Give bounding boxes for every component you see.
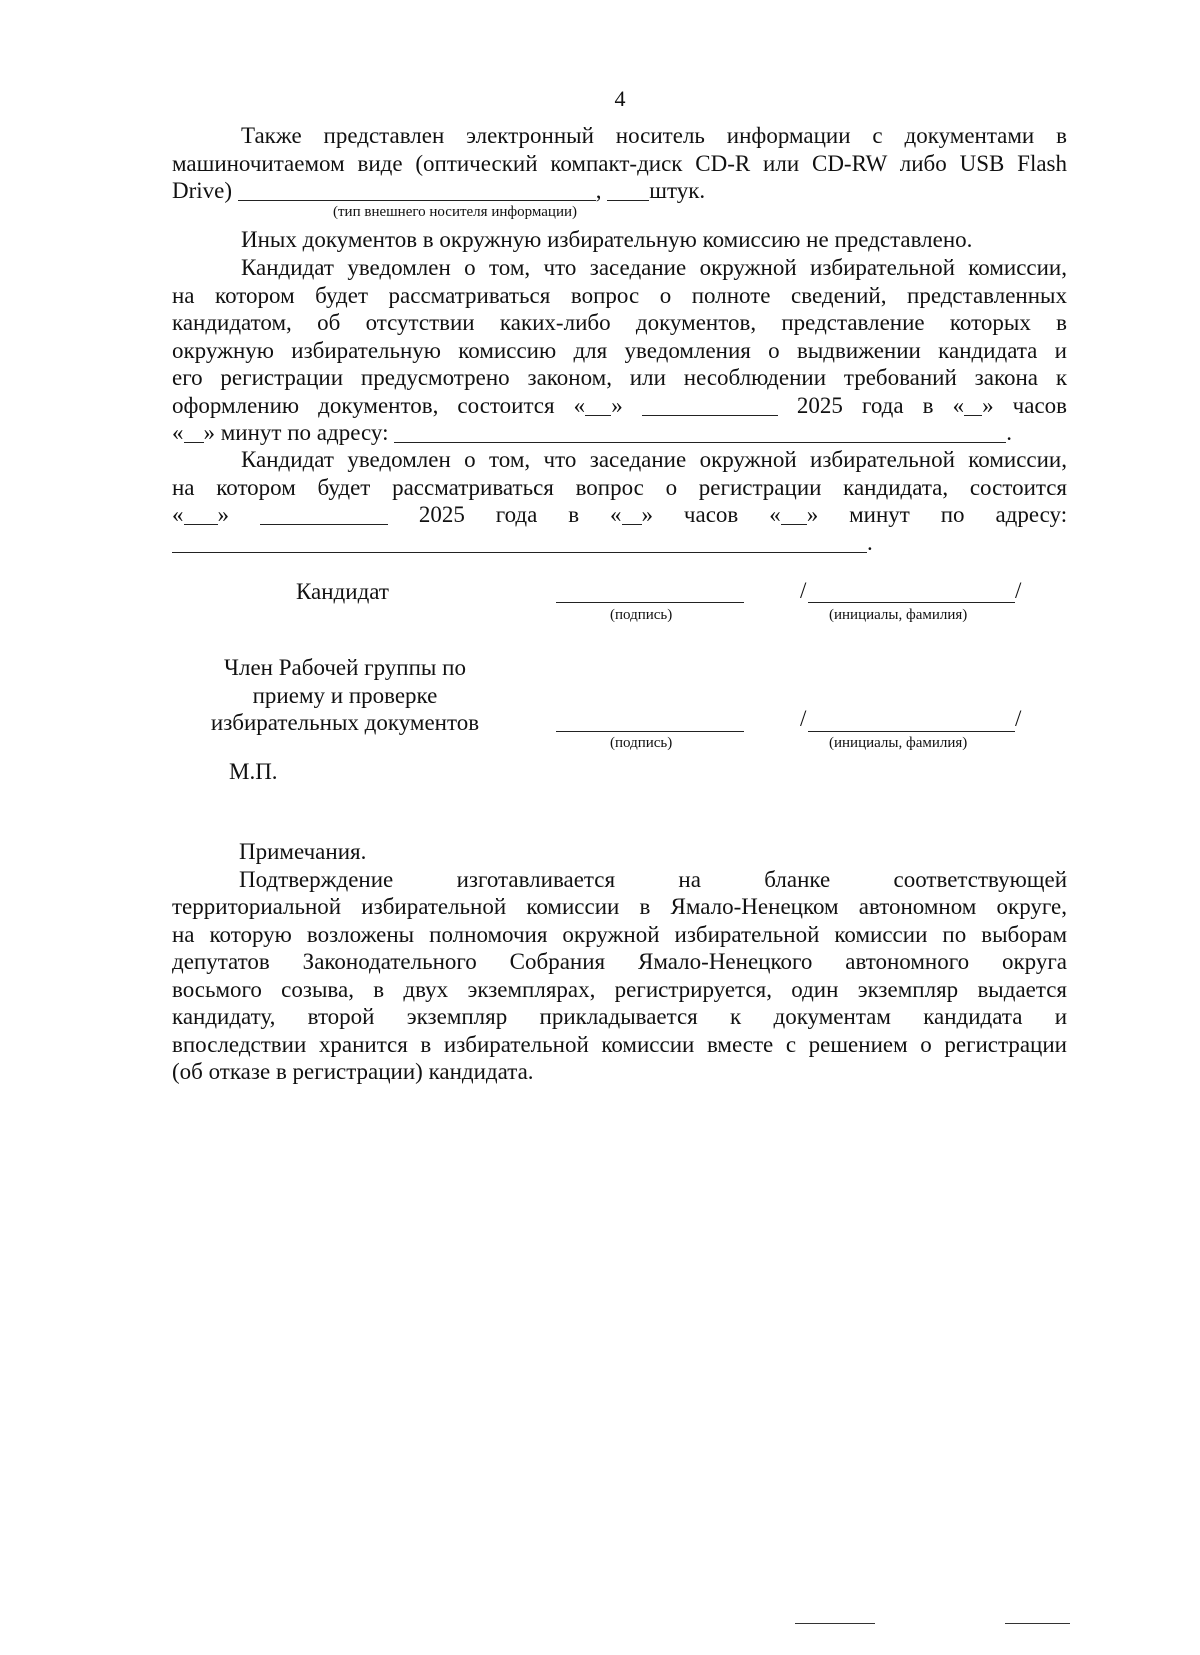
completeness-meeting-paragraph <box>172 254 1067 447</box>
slash-right: / <box>1015 578 1022 603</box>
address-blank <box>172 532 867 553</box>
address-blank <box>394 422 1006 443</box>
media-type-blank <box>238 180 596 201</box>
text-line: на котором будет рассматриваться вопрос о полноте сведений, представленных <box>172 282 1067 308</box>
text-line: кандидату, второй экземпляр прикладывается к документам кандидата и <box>172 1004 1067 1029</box>
text-line: Подтверждение изготавливается на бланке соответствующей <box>239 866 1067 892</box>
text-line: « » 2025 года в « » часов « » минут по адресу: <box>172 502 1068 527</box>
storage-media-paragraph <box>172 122 1067 205</box>
minute-blank <box>781 504 807 525</box>
registration-meeting-paragraph <box>172 446 1067 556</box>
text-line: на котором будет рассматриваться вопрос о регистрации кандидата, состоится <box>172 474 1067 500</box>
footer-line <box>1005 1622 1070 1624</box>
notes-title: Примечания. <box>239 839 367 864</box>
month-blank <box>642 395 778 416</box>
minute-blank <box>184 422 204 443</box>
hour-blank <box>964 395 982 416</box>
text-line: впоследствии хранится в избирательной комиссии вместе с решением о регистрации <box>172 1031 1067 1057</box>
day-blank <box>184 504 218 525</box>
slash-right: / <box>1015 706 1022 731</box>
candidate-label: Кандидат <box>296 579 389 604</box>
text-line: оформлению документов, состоится « » 2025 года в « » часов <box>172 392 1068 418</box>
month-blank <box>260 504 388 525</box>
text-line: (об отказе в регистрации) кандидата. <box>172 1059 534 1084</box>
day-blank <box>585 395 611 416</box>
text-line: кандидатом, об отсутствии каких-либо документов, представление которых в <box>172 310 1067 335</box>
member-label: Член Рабочей группы по приему и проверке избирательных документов <box>210 655 480 735</box>
text-line: . <box>172 529 1067 557</box>
text-line: Кандидат уведомлен о том, что заседание окружной избирательной комиссии, <box>241 447 1067 472</box>
text-line: окружную избирательную комиссию для уведомления о выдвижении кандидата и <box>172 337 1067 363</box>
media-count-blank <box>607 180 649 201</box>
text-line: на которую возложены полномочия окружной избирательной комиссии по выборам <box>172 921 1067 947</box>
text-line: его регистрации предусмотрено законом, или несоблюдении требований закона к <box>172 365 1067 390</box>
name-caption: (инициалы, фамилия) <box>829 607 968 623</box>
text-line: машиночитаемом виде (оптический компакт-диск CD-R или CD-RW либо USB Flash <box>172 150 1067 176</box>
text-line: депутатов Законодательного Собрания Ямало-Ненецкого автономного округа <box>172 949 1067 974</box>
text-line: Кандидат уведомлен о том, что заседание окружной избирательной комиссии, <box>241 255 1067 280</box>
slash-left: / <box>800 578 807 603</box>
member-signature-line <box>556 730 744 732</box>
name-caption: (инициалы, фамилия) <box>829 735 968 751</box>
text-line: восьмого созыва, в двух экземплярах, регистрируется, один экземпляр выдается <box>172 976 1067 1002</box>
media-type-caption: (тип внешнего носителя информации) <box>333 204 577 220</box>
text-line: территориальной избирательной комиссии в Ямало-Ненецком автономном округе, <box>172 894 1067 919</box>
member-name-line <box>808 730 1015 732</box>
notes-section <box>172 838 1067 1086</box>
no-other-documents-paragraph <box>172 226 1067 254</box>
text-line: Также представлен электронный носитель информации с документами в <box>241 123 1067 148</box>
text-line: « » минут по адресу: . <box>172 420 1012 445</box>
slash-left: / <box>800 706 807 731</box>
text-line: Иных документов в окружную избирательную комиссию не представлено. <box>241 227 973 252</box>
candidate-signature-line <box>556 601 744 603</box>
signature-caption: (подпись) <box>610 735 673 751</box>
hour-blank <box>622 504 642 525</box>
page-number: 4 <box>614 86 626 111</box>
footer-line <box>795 1622 875 1624</box>
text-line: Drive) , штук. <box>172 178 706 203</box>
candidate-name-line <box>808 601 1015 603</box>
signature-caption: (подпись) <box>610 607 673 623</box>
seal-mark: М.П. <box>229 759 278 784</box>
